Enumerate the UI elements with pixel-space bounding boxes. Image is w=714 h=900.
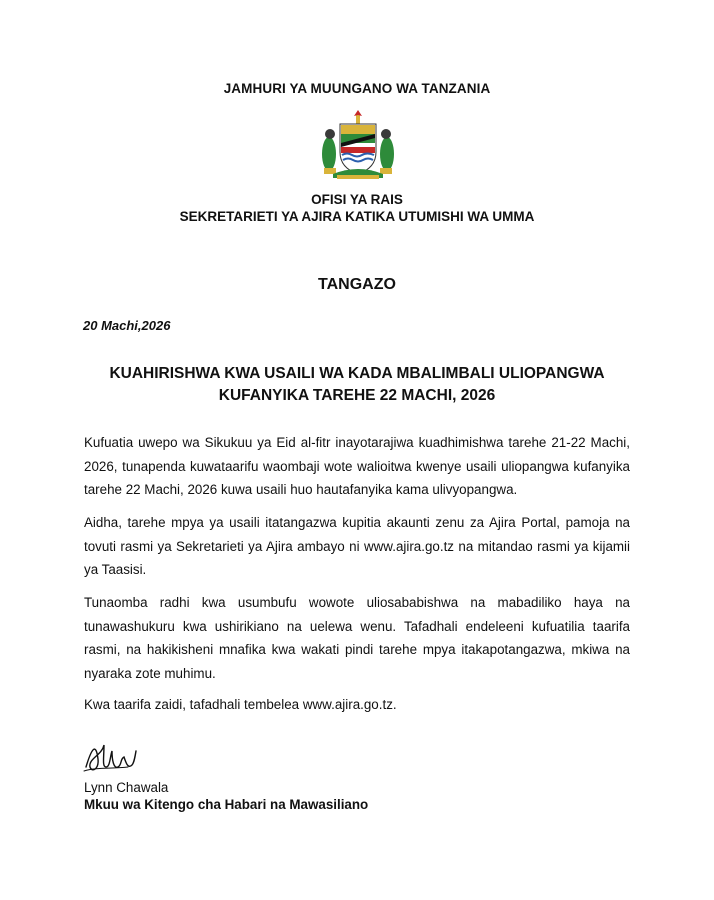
signer-name: Lynn Chawala <box>84 780 169 795</box>
notice-date: 20 Machi,2026 <box>83 318 171 333</box>
office-line-1: OFISI YA RAIS <box>311 192 403 207</box>
notice-label: TANGAZO <box>318 276 396 293</box>
paragraph-4: Kwa taarifa zaidi, tafadhali tembelea www.ajira.go.tz. <box>84 697 397 712</box>
republic-heading: JAMHURI YA MUUNGANO WA TANZANIA <box>223 81 491 96</box>
notice-headline <box>70 363 644 407</box>
handwritten-signature-icon <box>82 737 142 779</box>
headline-line-2: KUFANYIKA TAREHE 22 MACHI, 2026 <box>218 387 496 404</box>
paragraph-1: Kufuatia uwepo wa Sikukuu ya Eid al-fitr inayotarajiwa kuadhimishwa tarehe 21-22 Machi, 2026, tunapenda kuwataarifu waombaji wote walioitwa kwenye usaili uliopangwa kufanyika tarehe 22 Machi, 2026 kuwa usaili huo hautafanyika kama ulivyopangwa. <box>84 435 630 497</box>
paragraph-2: Aidha, tarehe mpya ya usaili itatangazwa kupitia akaunti zenu za Ajira Portal, pamoja na tovuti rasmi ya Sekretarieti ya Ajira ambayo ni www.ajira.go.tz na mitandao rasmi ya kijamii ya Taasisi. <box>84 515 630 577</box>
signer-title: Mkuu wa Kitengo cha Habari na Mawasiliano <box>84 797 369 812</box>
paragraph-3: Tunaomba radhi kwa usumbufu wowote uliosababishwa na mabadiliko haya na tunawashukuru kwa ushirikiano na uelewa wenu. Tafadhali endeleeni kufuatilia taarifa rasmi, na hakikisheni mnafika kwa wakati pindi tarehe mpya itakapotangazwa, mkiwa na nyaraka zote muhimu. <box>84 595 630 681</box>
office-line-2: SEKRETARIETI YA AJIRA KATIKA UTUMISHI WA UMMA <box>179 209 535 224</box>
headline-line-1: KUAHIRISHWA KWA USAILI WA KADA MBALIMBALI ULIOPANGWA <box>109 365 605 382</box>
coat-of-arms-icon <box>315 110 401 180</box>
